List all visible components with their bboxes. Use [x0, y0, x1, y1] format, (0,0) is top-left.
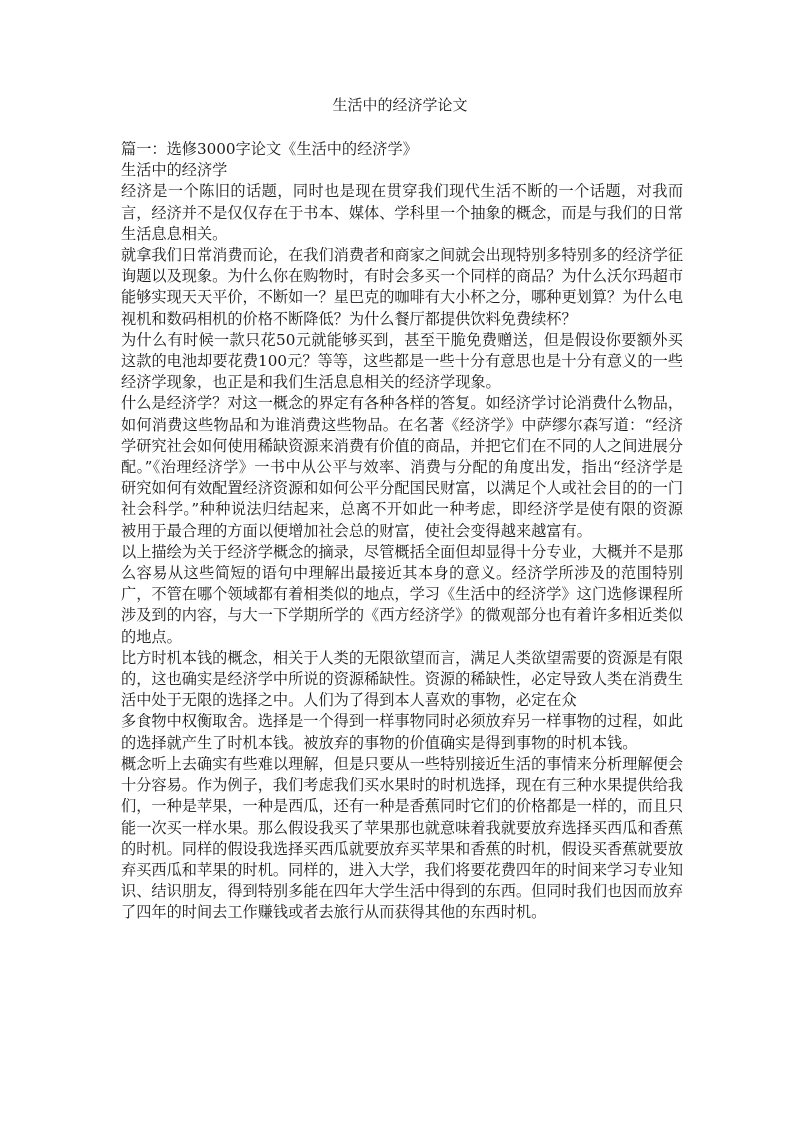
paragraph: 比方时机本钱的概念，相关于人类的无限欲望而言，满足人类欲望需要的资源是有限的，这也确实是经济学中所说的资源稀缺性。资源的稀缺性，必定导致人类在消费生活中处于无限的选择之中。人们为了得到本人喜欢的事物，必定在众 — [121, 648, 683, 710]
paragraph: 就拿我们日常消费而论，在我们消费者和商家之间就会出现特别多特别多的经济学征询题以及现象。为什么你在购物时，有时会多买一个同样的商品？为什么沃尔玛超市能够实现天天平价，不断如一？星巴克的咖啡有大小杯之分，哪种更划算？为什么电视机和数码相机的价格不断降低？为什么餐厅都提供饮料免费续杯？ — [121, 246, 683, 328]
paragraph: 生活中的经济学 — [121, 161, 228, 180]
paragraph: 经济是一个陈旧的话题，同时也是现在贯穿我们现代生活不断的一个话题，对我而言，经济并不是仅仅存在于书本、媒体、学科里一个抽象的概念，而是与我们的日常生活息息相关。 — [121, 182, 683, 243]
document-title: 生活中的经济学论文 — [332, 96, 468, 114]
document-body — [121, 139, 683, 924]
paragraph: 什么是经济学？对这一概念的界定有各种各样的答复。如经济学讨论消费什么物品，如何消费这些物品和为谁消费这些物品。在名著《经济学》中萨缪尔森写道：“经济学研究社会如何使用稀缺资源来消费有价值的商品，并把它们在不同的人之间进展分配。”《治理经济学》一书中从公平与效率、消费与分配的角度出发，指出“经济学是研究如何有效配置经济资源和如何公平分配国民财富，以满足个人或社会目的的一门社会科学。”种种说法归结起来，总离不开如此一种考虑，即经济学是使有限的资源被用于最合理的方面以便增加社会总的财富，使社会变得越来越富有。 — [121, 394, 683, 540]
paragraph: 以上描绘为关于经济学概念的摘录，尽管概括全面但却显得十分专业，大概并不是那么容易从这些简短的语句中理解出最接近其本身的意义。经济学所涉及的范围特别广，不管在哪个领域都有着相类似的地点，学习《生活中的经济学》这门选修课程所涉及到的内容，与大一下学期所学的《西方经济学》的微观部分也有着许多相近类似的地点。 — [121, 542, 683, 646]
paragraph: 为什么有时候一款只花50元就能够买到，甚至干脆免费赠送，但是假设你要额外买这款的电池却要花费100元？等等，这些都是一些十分有意思也是十分有意义的一些经济学现象，也正是和我们生活息息相关的经济学现象。 — [121, 330, 683, 392]
paragraph: 篇一：选修3000字论文《生活中的经济学》 — [121, 140, 418, 158]
paragraph: 多食物中权衡取舍。选择是一个得到一样事物同时必须放弃另一样事物的过程，如此的选择就产生了时机本钱。被放弃的事物的价值确实是得到事物的时机本钱。 — [121, 712, 683, 752]
paragraph: 概念听上去确实有些难以理解，但是只要从一些特别接近生活的事情来分析理解便会十分容易。作为例子，我们考虑我们买水果时的时机选择，现在有三种水果提供给我们，一种是苹果，一种是西瓜，还有一种是香蕉同时它们的价格都是一样的，而且只能一次买一样水果。那么假设我买了苹果那也就意味着我就要放弃选择买西瓜和香蕉的时机。同样的假设我选择买西瓜就要放弃买苹果和香蕉的时机，假设买香蕉就要放弃买西瓜和苹果的时机。同样的，进入大学，我们将要花费四年的时间来学习专业知识、结识朋友，得到特别多能在四年大学生活中得到的东西。但同时我们也因而放弃了四年的时间去工作赚钱或者去旅行从而获得其他的东西时机。 — [121, 754, 683, 922]
